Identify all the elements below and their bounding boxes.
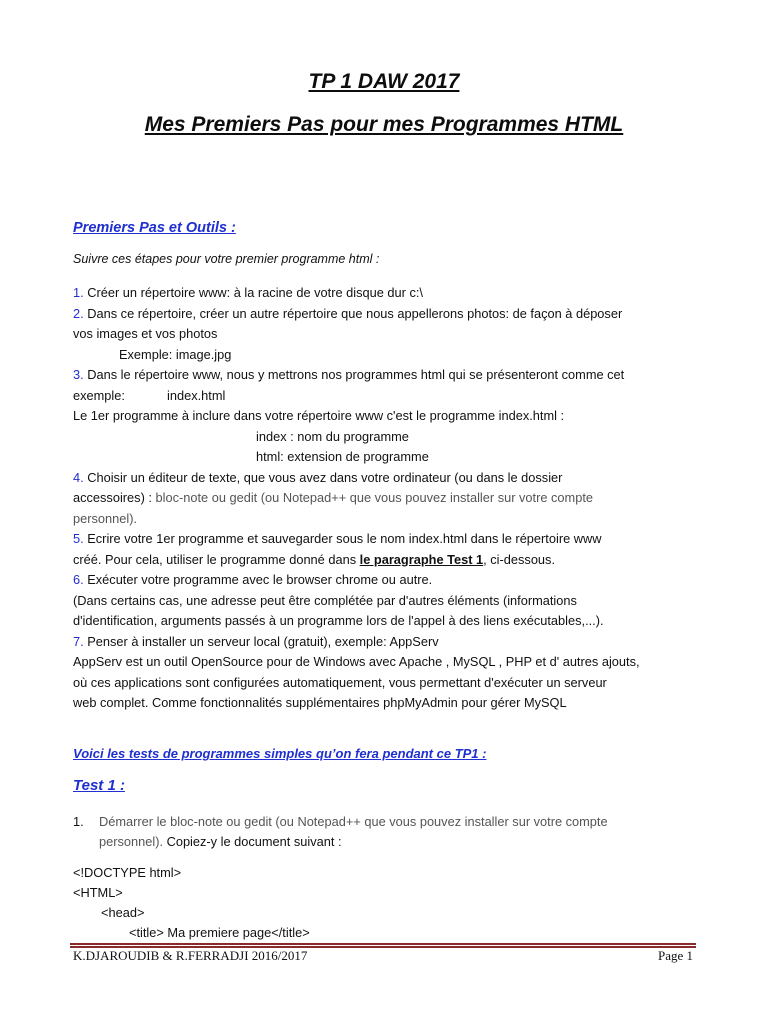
step-text: Dans ce répertoire, créer un autre répertoire que nous appellerons photos: de façon à déposer [83, 305, 623, 321]
step-6 [73, 570, 713, 591]
step-text: Penser à installer un serveur local (gratuit), exemple: AppServ [83, 633, 439, 649]
step-1 [73, 283, 713, 304]
step-3-definition-1: index : nom du programme [256, 428, 409, 444]
step-3 [73, 365, 713, 386]
step-number: 5. [73, 531, 84, 546]
step-6-line3: d'identification, arguments passés à un programme lors de l'appel à des liens exécutables,...). [73, 613, 604, 628]
step-6-line2: (Dans certains cas, une adresse peut être complétée par d'autres éléments (informations [73, 592, 577, 608]
step-4-continued [73, 488, 713, 509]
step-text: créé. Pour cela, utiliser le programme donné dans [73, 551, 360, 567]
step-text: Exécuter votre programme avec le browser chrome ou autre. [83, 572, 433, 587]
step-text: Choisir un éditeur de texte, que vous avez dans votre ordinateur (ou dans le dossier [83, 469, 563, 485]
code-line: <title> Ma premiere page</title> [129, 925, 310, 940]
step-3-definition-2: html: extension de programme [256, 449, 429, 464]
step-3-line2: Le 1er programme à inclure dans votre répertoire www c'est le programme index.html : [73, 408, 565, 423]
footer-authors: K.DJAROUDIB & R.FERRADJI 2016/2017 [73, 948, 308, 963]
page-number: Page 1 [657, 948, 693, 963]
example-label: exemple: [73, 387, 125, 403]
test1-paragraph-link[interactable]: le paragraphe Test 1 [359, 551, 484, 567]
step-7-line2: AppServ est un outil OpenSource pour de Windows avec Apache , MySQL , PHP et d' autres ajouts, [73, 654, 640, 669]
test1-instructions [73, 812, 713, 852]
step-2-example: Exemple: image.jpg [119, 346, 232, 362]
code-line: <!DOCTYPE html> [73, 865, 182, 880]
step-text: Créer un répertoire www: à la racine de votre disque dur c:\ [83, 285, 423, 300]
test1-step-text: Copiez-y le document suivant : [163, 834, 342, 849]
step-number: 3. [73, 367, 84, 382]
step-text: Dans le répertoire www, nous y mettrons nos programmes html qui se présenteront comme cet [83, 367, 625, 382]
step-5 [73, 529, 713, 550]
step-4-continued-2: personnel). [73, 510, 138, 526]
intro-text: Suivre ces étapes pour votre premier programme html : [73, 252, 380, 266]
step-number: 1. [73, 285, 84, 300]
step-5-continued [73, 550, 713, 571]
code-sample [73, 863, 310, 943]
step-text: , ci-dessous. [483, 551, 556, 567]
section-heading-test1: Test 1 : [73, 777, 125, 794]
step-7-line3: où ces applications sont configurées automatiquement, vous permettant d'exécuter un serveur [73, 674, 607, 690]
test1-step-1-continued [73, 832, 713, 852]
section-heading-tests: Voici les tests de programmes simples qu’on fera pendant ce TP1 : [73, 746, 487, 761]
steps-list [73, 283, 713, 714]
footer-rule [70, 943, 696, 945]
test1-step-number: 1. [73, 814, 84, 829]
page-title: TP 1 DAW 2017 [308, 70, 460, 93]
section-heading-premiers-pas: Premiers Pas et Outils : [73, 220, 236, 236]
test1-step-text: personnel). [99, 834, 164, 849]
step-2 [73, 304, 713, 325]
step-3-example [73, 386, 713, 407]
step-number: 7. [73, 633, 84, 649]
code-line: <head> [101, 905, 145, 920]
step-number: 4. [73, 469, 84, 485]
editor-options: bloc-note ou gedit (ou Notepad++ que vous pouvez installer sur votre compte [155, 490, 593, 505]
step-7-line4: web complet. Comme fonctionnalités supplémentaires phpMyAdmin pour gérer MySQL [73, 695, 567, 710]
test1-step-1 [73, 812, 713, 832]
step-text: Ecrire votre 1er programme et sauvegarder sous le nom index.html dans le répertoire www [83, 531, 602, 546]
step-number: 6. [73, 572, 84, 587]
step-2-continued: vos images et vos photos [73, 326, 218, 341]
example-file: index.html [167, 387, 226, 403]
test1-step-text: Démarrer le bloc-note ou gedit (ou Notepad++ que vous pouvez installer sur votre compte [99, 814, 608, 829]
code-line: <HTML> [73, 885, 123, 900]
page-subtitle: Mes Premiers Pas pour mes Programmes HTML [144, 113, 624, 136]
step-7 [73, 632, 713, 653]
step-4 [73, 468, 713, 489]
step-text: accessoires) : [73, 490, 156, 505]
step-number: 2. [73, 305, 84, 321]
